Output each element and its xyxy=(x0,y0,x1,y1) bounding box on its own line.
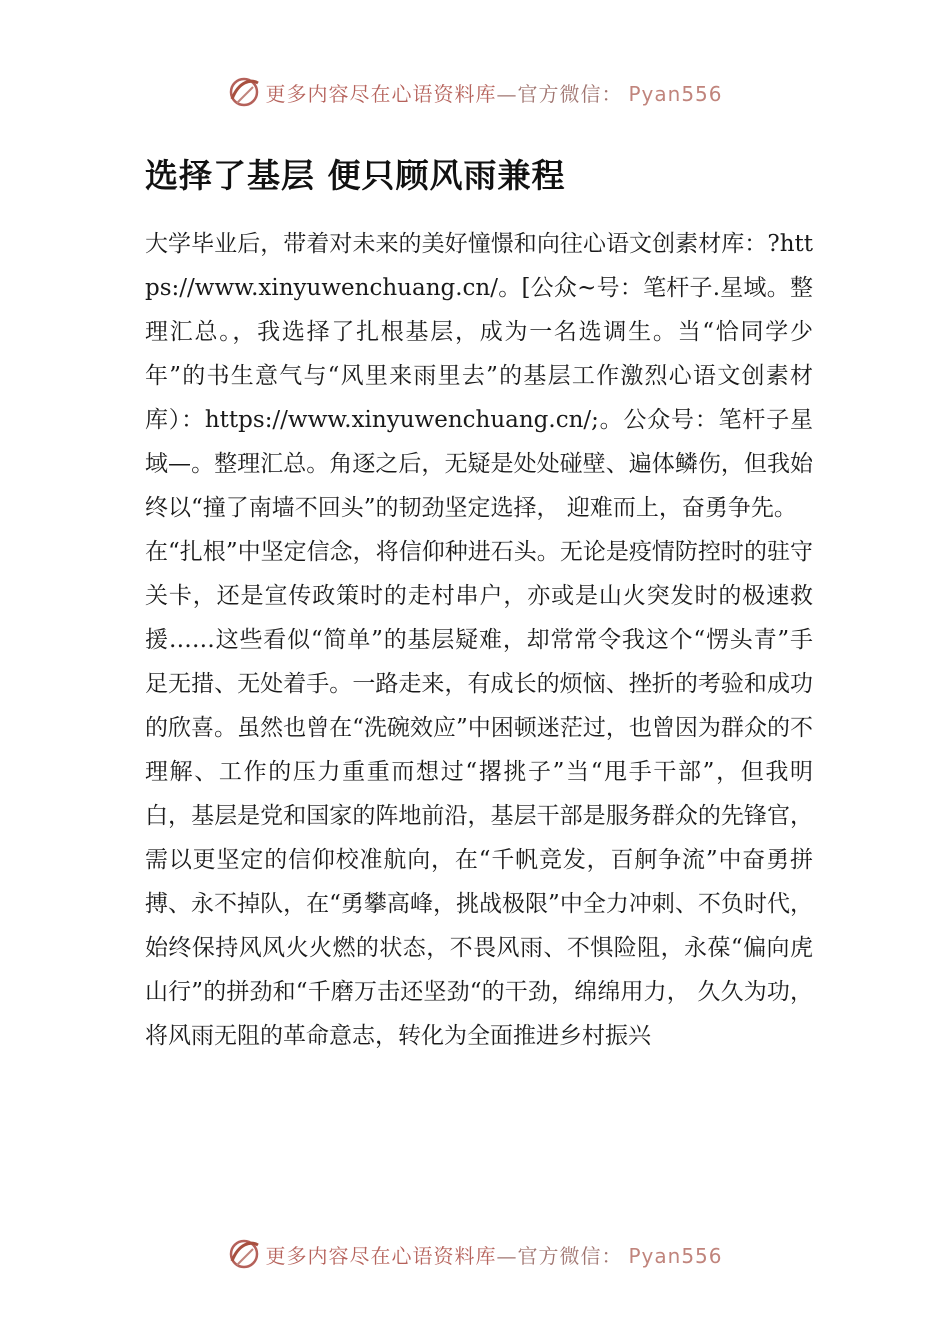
paragraph: 在“扎根”中坚定信念，将信仰种进石头。无论是疫情防控时的驻守关卡，还是宣传政策时的走村串户，亦或是山火突发时的极速救援……这些看似“简单”的基层疑难，却常常令我这个“愣头青”手足无措、无处着手。一路走来，有成长的烦恼、挫折的考验和成功的欣喜。虽然也曾在“洗碗效应”中困顿迷茫过，也曾因为群众的不理解、工作的压力重重而想过“撂挑子”当“甩手干部”，但我明白，基层是党和国家的阵地前沿，基层干部是服务群众的先锋官，需以更坚定的信仰校准航向，在“千帆竞发，百舸争流”中奋勇拼搏、永不掉队，在“勇攀高峰，挑战极限”中全力冲刺、不负时代，始终保持风风火火燃的状态，不畏风雨、不惧险阻，永葆“偏向虎山行”的拼劲和“千磨万击还坚劲“的干劲，绵绵用力， 久久为功，将风雨无阻的革命意志，转化为全面推进乡村振兴 xyxy=(145,539,813,1049)
banner-text: 更多内容尽在心语资料库—官方微信： Pyan556 xyxy=(265,81,723,106)
banner-text: 更多内容尽在心语资料库—官方微信： Pyan556 xyxy=(265,1243,723,1268)
brand-logo-icon xyxy=(227,1237,261,1271)
document-body xyxy=(145,222,813,1058)
footer-banner xyxy=(0,1232,950,1276)
header-banner xyxy=(0,70,950,114)
brand-logo-icon xyxy=(227,75,261,109)
paragraph: 大学毕业后，带着对未来的美好憧憬和向往心语文创素材库：?https://www.xinyuwenchuang.cn/。[公众~号：笔杆子.星域。整理汇总。，我选择了扎根基层，成为一名选调生。当“恰同学少年”的书生意气与“风里来雨里去”的基层工作激烈心语文创素材库）：https://www.xinyuwenchuang.cn/;。公众号：笔杆子星域—。整理汇总。角逐之后，无疑是处处碰壁、遍体鳞伤，但我始终以“撞了南墙不回头”的韧劲坚定选择， 迎难而上，奋勇争先。 xyxy=(145,231,813,521)
document-title: 选择了基层 便只顾风雨兼程 xyxy=(145,156,566,195)
